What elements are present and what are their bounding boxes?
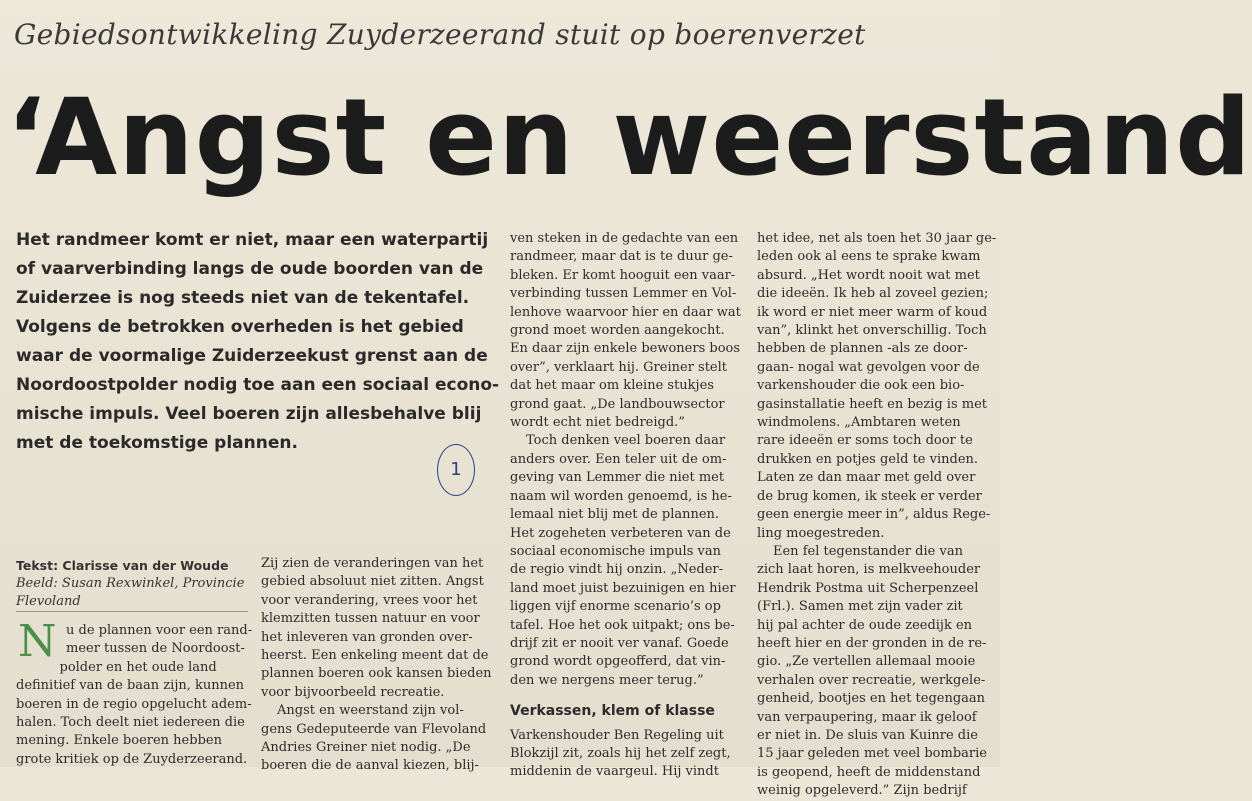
text-line: anders over. Een teler uit de om- bbox=[510, 451, 727, 467]
text-line: definitief van de baan zijn, kunnen bbox=[16, 678, 245, 694]
text-line: over”, verklaart hij. Greiner stelt bbox=[510, 359, 728, 375]
text-line: gebied absoluut niet zitten. Angst bbox=[261, 574, 484, 590]
text-line: land moet juist bezuinigen en hier bbox=[510, 580, 736, 596]
text-line: ling moegestreden. bbox=[757, 525, 885, 541]
body-column-1 bbox=[16, 616, 253, 769]
credit-text: Tekst: Clarisse van der Woude bbox=[16, 558, 229, 573]
text-line: tafel. Hoe het ook uitpakt; ons be- bbox=[510, 617, 735, 633]
intro-line: Noordoostpolder nodig toe aan een sociaal econo- bbox=[16, 375, 500, 395]
intro-line: met de toekomstige plannen. bbox=[16, 433, 298, 453]
credit-photo: Beeld: Susan Rexwinkel, Provincie bbox=[16, 576, 245, 591]
text-line: u de plannen voor een rand- bbox=[66, 623, 253, 638]
body-column-3 bbox=[510, 230, 740, 782]
headline-container bbox=[0, 76, 1252, 199]
text-line: geving van Lemmer die niet met bbox=[510, 470, 725, 486]
text-line: grond moet worden aangekocht. bbox=[510, 323, 725, 339]
text-line: heerst. Een enkeling meent dat de bbox=[261, 648, 489, 664]
text-line: klemzitten tussen natuur en voor bbox=[261, 611, 480, 627]
text-line: polder en het oude land bbox=[59, 659, 217, 675]
text-line: randmeer, maar dat is te duur ge- bbox=[510, 249, 733, 265]
text-line: het inleveren van gronden over- bbox=[261, 629, 473, 645]
body-column-2 bbox=[261, 555, 491, 776]
intro-line: Volgens de betrokken overheden is het gebied bbox=[16, 317, 464, 337]
text-line: gaan- nogal wat gevolgen voor de bbox=[757, 359, 980, 375]
text-line: gasinstallatie heeft en bezig is met bbox=[757, 396, 988, 412]
text-line: ik word er niet meer warm of koud bbox=[757, 304, 988, 320]
text-line: hij pal achter de oude zeedijk en bbox=[757, 617, 973, 633]
text-line: mening. Enkele boeren hebben bbox=[16, 733, 222, 749]
text-line: verhalen over recreatie, werkgele- bbox=[757, 672, 986, 688]
text-line: lenhove waarvoor hier en daar wat bbox=[510, 304, 741, 320]
text-line: heeft hier en der gronden in de re- bbox=[757, 635, 987, 651]
text-line: het idee, net als toen het 30 jaar ge- bbox=[757, 231, 997, 246]
text-line: van verpaupering, maar ik geloof bbox=[757, 709, 977, 725]
text-line: gio. „Ze vertellen allemaal mooie bbox=[757, 654, 976, 670]
text-line: leden ook al eens te sprake kwam bbox=[757, 249, 981, 265]
text-line: grond gaat. „De landbouwsector bbox=[510, 396, 725, 412]
text-line: zich laat horen, is melkveehouder bbox=[757, 562, 981, 578]
text-line: de brug komen, ik steek er verder bbox=[757, 488, 982, 504]
article-credits bbox=[16, 557, 248, 611]
text-line: er niet in. De sluis van Kuinre die bbox=[757, 727, 978, 743]
text-line: Varkenshouder Ben Regeling uit bbox=[510, 727, 724, 743]
text-line: boeren in de regio opgelucht adem- bbox=[16, 696, 252, 712]
text-line: hebben de plannen -als ze door- bbox=[757, 341, 968, 357]
text-line: plannen boeren ook kansen bieden bbox=[261, 666, 492, 682]
text-line: die ideeën. Ik heb al zoveel gezien; bbox=[757, 286, 989, 302]
text-line: grote kritiek op de Zuyderzeerand. bbox=[16, 751, 248, 767]
text-line: bleken. Er komt hooguit een vaar- bbox=[510, 267, 736, 283]
text-line: Laten ze dan maar met geld over bbox=[757, 470, 976, 486]
text-line: drijf zit er nooit ver vanaf. Goede bbox=[510, 635, 729, 651]
text-line: middenin de vaargeul. Hij vindt bbox=[510, 764, 719, 780]
text-line: Andries Greiner niet nodig. „De bbox=[261, 740, 471, 756]
intro-line: Zuiderzee is nog steeds niet van de tekentafel. bbox=[16, 288, 470, 308]
intro-line: of vaarverbinding langs de oude boorden van de bbox=[16, 259, 484, 279]
article-intro bbox=[16, 226, 500, 458]
intro-line: mische impuls. Veel boeren zijn allesbehalve blij bbox=[16, 404, 482, 424]
text-line: halen. Toch deelt niet iedereen die bbox=[16, 715, 245, 731]
text-line: verbinding tussen Lemmer en Vol- bbox=[510, 286, 737, 302]
intro-line: Het randmeer komt er niet, maar een waterpartij bbox=[16, 230, 489, 250]
text-line: van”, klinkt het onverschillig. Toch bbox=[757, 323, 987, 339]
drop-cap: N bbox=[18, 616, 57, 667]
article-headline: ‘Angst en weerstand bbox=[6, 76, 1252, 199]
text-line: absurd. „Het wordt nooit wat met bbox=[757, 267, 980, 283]
text-line: lemaal niet blij met de plannen. bbox=[510, 507, 720, 523]
text-line: En daar zijn enkele bewoners boos bbox=[510, 341, 741, 357]
text-line: is geopend, heeft de middenstand bbox=[757, 764, 981, 780]
text-line: sociaal economische impuls van bbox=[510, 543, 721, 559]
text-line: Angst en weerstand zijn vol- bbox=[277, 703, 464, 719]
text-line: liggen vijf enorme scenario’s op bbox=[510, 599, 721, 615]
text-line: 15 jaar geleden met veel bombarie bbox=[757, 746, 987, 762]
intro-line: waar de voormalige Zuiderzeekust grenst aan de bbox=[16, 346, 488, 366]
article-subtitle: Gebiedsontwikkeling Zuyderzeerand stuit op boerenverzet bbox=[14, 18, 866, 51]
text-line: geen energie meer in”, aldus Rege- bbox=[757, 507, 991, 523]
text-line: dat het maar om kleine stukjes bbox=[510, 378, 714, 394]
text-line: voor verandering, vrees voor het bbox=[261, 592, 478, 608]
section-subheading: Verkassen, klem of klasse bbox=[510, 703, 715, 720]
credits-divider bbox=[16, 611, 248, 612]
text-line: grond wordt opgeofferd, dat vin- bbox=[510, 654, 726, 670]
text-line: Hendrik Postma uit Scherpenzeel bbox=[757, 580, 979, 596]
text-line: ven steken in de gedachte van een bbox=[510, 231, 739, 246]
text-line: drukken en potjes geld te vinden. bbox=[757, 451, 979, 467]
text-line: Zij zien de veranderingen van het bbox=[261, 556, 484, 571]
text-line: den we nergens meer terug.” bbox=[510, 672, 704, 688]
text-line: boeren die de aanval kiezen, blij- bbox=[261, 758, 479, 774]
text-line: Blokzijl zit, zoals hij het zelf zegt, bbox=[510, 745, 731, 761]
text-line: rare ideeën er soms toch door te bbox=[757, 433, 973, 449]
body-column-4 bbox=[757, 230, 997, 801]
text-line: de regio vindt hij onzin. „Neder- bbox=[510, 562, 724, 578]
text-line: weinig opgeleverd.” Zijn bedrijf bbox=[757, 783, 967, 799]
text-line: naam wil worden genoemd, is he- bbox=[510, 488, 732, 504]
text-line: voor bijvoorbeeld recreatie. bbox=[261, 684, 445, 700]
text-line: Het zogeheten verbeteren van de bbox=[510, 525, 731, 541]
text-line: gens Gedeputeerde van Flevoland bbox=[261, 721, 487, 737]
text-line: Toch denken veel boeren daar bbox=[526, 433, 726, 449]
text-line: windmolens. „Ambtaren weten bbox=[757, 415, 961, 431]
text-line: (Frl.). Samen met zijn vader zit bbox=[757, 599, 963, 615]
credit-photo-cont: Flevoland bbox=[16, 594, 81, 609]
text-line: varkenshouder die ook een bio- bbox=[757, 378, 965, 394]
text-line: wordt echt niet bedreigd.” bbox=[510, 415, 685, 431]
text-line: meer tussen de Noordoost- bbox=[66, 641, 245, 657]
handwritten-annotation: 1 bbox=[437, 444, 475, 496]
text-line: Een fel tegenstander die van bbox=[773, 543, 963, 559]
text-line: genheid, bootjes en het tegengaan bbox=[757, 691, 986, 707]
